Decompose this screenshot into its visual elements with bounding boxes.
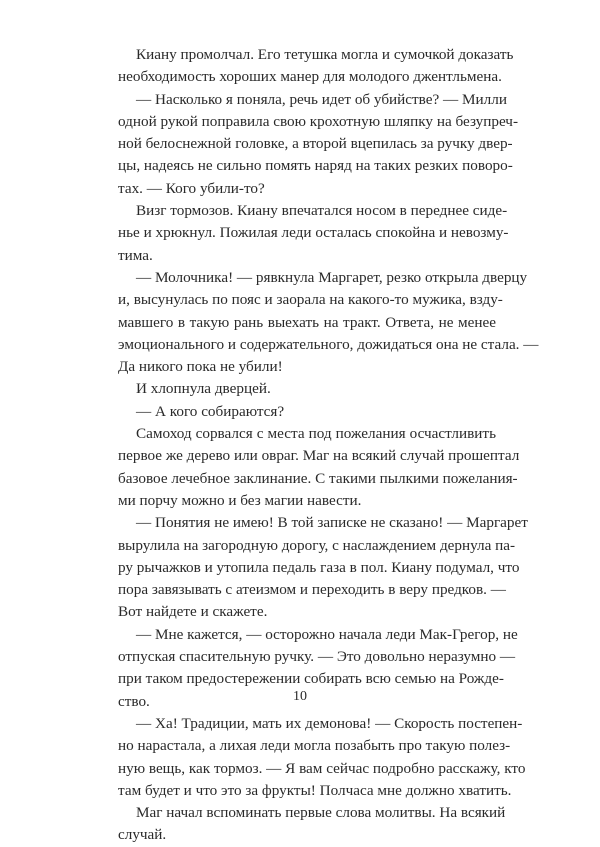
text-line: пора завязывать с атеизмом и переходить в веру предков. — [118, 581, 506, 599]
text-line: — Мне кажется, — осторожно начала леди Мак-Грегор, не [136, 625, 518, 643]
text-line: цы, надеясь не сильно помять наряд на таких резких поворо- [118, 157, 513, 175]
paragraph [118, 378, 496, 400]
text-line: — А кого собираются? [136, 402, 285, 420]
text-line: необходимость хороших манер для молодого джентльмена. [118, 68, 502, 86]
paragraph [118, 802, 506, 847]
text-line: Маг начал вспоминать первые слова молитвы. На всякий [136, 804, 506, 822]
text-line: случай. [118, 826, 167, 844]
text-line: Да никого пока не убили! [118, 358, 283, 376]
paragraph [118, 512, 528, 623]
text-line: там будет и что это за фрукты! Полчаса мне должно хватить. [118, 781, 512, 799]
text-line: одной рукой поправила свою крохотную шляпку на безупреч- [118, 112, 518, 130]
paragraph [118, 401, 496, 423]
text-line: при таком предостережении собирать всю семью на Рожде- [118, 670, 504, 688]
text-line: тима. [118, 246, 153, 264]
text-line: эмоционального и содержательного, дожидаться она не стала. — [118, 335, 539, 353]
text-line: первое же дерево или овраг. Маг на всякий случай прошептал [118, 447, 520, 465]
text-line: ми порчу можно и без магии навести. [118, 491, 362, 509]
page-number: 10 [293, 689, 307, 704]
text-line: И хлопнула дверцей. [136, 380, 271, 398]
text-line: ру рычажков и утопила педаль газа в пол. Киану подумал, что [118, 558, 520, 576]
paragraph [118, 423, 520, 512]
body-text [118, 44, 539, 847]
paragraph [118, 200, 509, 267]
text-line: ную вещь, как тормоз. — Я вам сейчас подробно расскажу, кто [118, 759, 526, 777]
paragraph [118, 713, 526, 802]
paragraph [118, 267, 539, 378]
text-line: Вот найдете и скажете. [118, 603, 268, 621]
text-line: тах. — Кого убили-то? [118, 179, 265, 197]
text-line: и, высунулась по пояс и заорала на какого-то мужика, взду- [118, 291, 503, 309]
text-line: мавшего в такую рань выехать на тракт. Ответа, не менее [118, 313, 496, 331]
text-line: отпуская спасительную ручку. — Это довольно неразумно — [118, 648, 516, 666]
text-line: нье и хрюкнул. Пожилая леди осталась спокойна и невозму- [118, 224, 509, 242]
paragraph [118, 44, 514, 89]
text-line: — Понятия не имею! В той записке не сказано! — Маргарет [136, 514, 528, 532]
text-line: но нарастала, а лихая леди могла позабыть про такую полез- [118, 737, 511, 755]
text-line: ной белоснежной головке, а второй вцепилась за ручку двер- [118, 135, 513, 153]
text-line: Киану промолчал. Его тетушка могла и сумочкой доказать [136, 46, 514, 63]
text-line: вырулила на загородную дорогу, с наслаждением дернула па- [118, 536, 516, 554]
text-line: базовое лечебное заклинание. С такими пылкими пожелания- [118, 469, 518, 487]
text-line: — Насколько я поняла, речь идет об убийстве? — Милли [136, 90, 507, 108]
text-line: ство. [118, 692, 150, 710]
text-line: — Ха! Традиции, мать их демонова! — Скорость постепен- [136, 714, 523, 732]
paragraph [118, 89, 518, 200]
text-line: Самоход сорвался с места под пожелания осчастливить [136, 425, 496, 443]
text-line: — Молочника! — рявкнула Маргарет, резко открыла дверцу [136, 268, 528, 286]
text-line: Визг тормозов. Киану впечатался носом в переднее сиде- [136, 202, 508, 220]
